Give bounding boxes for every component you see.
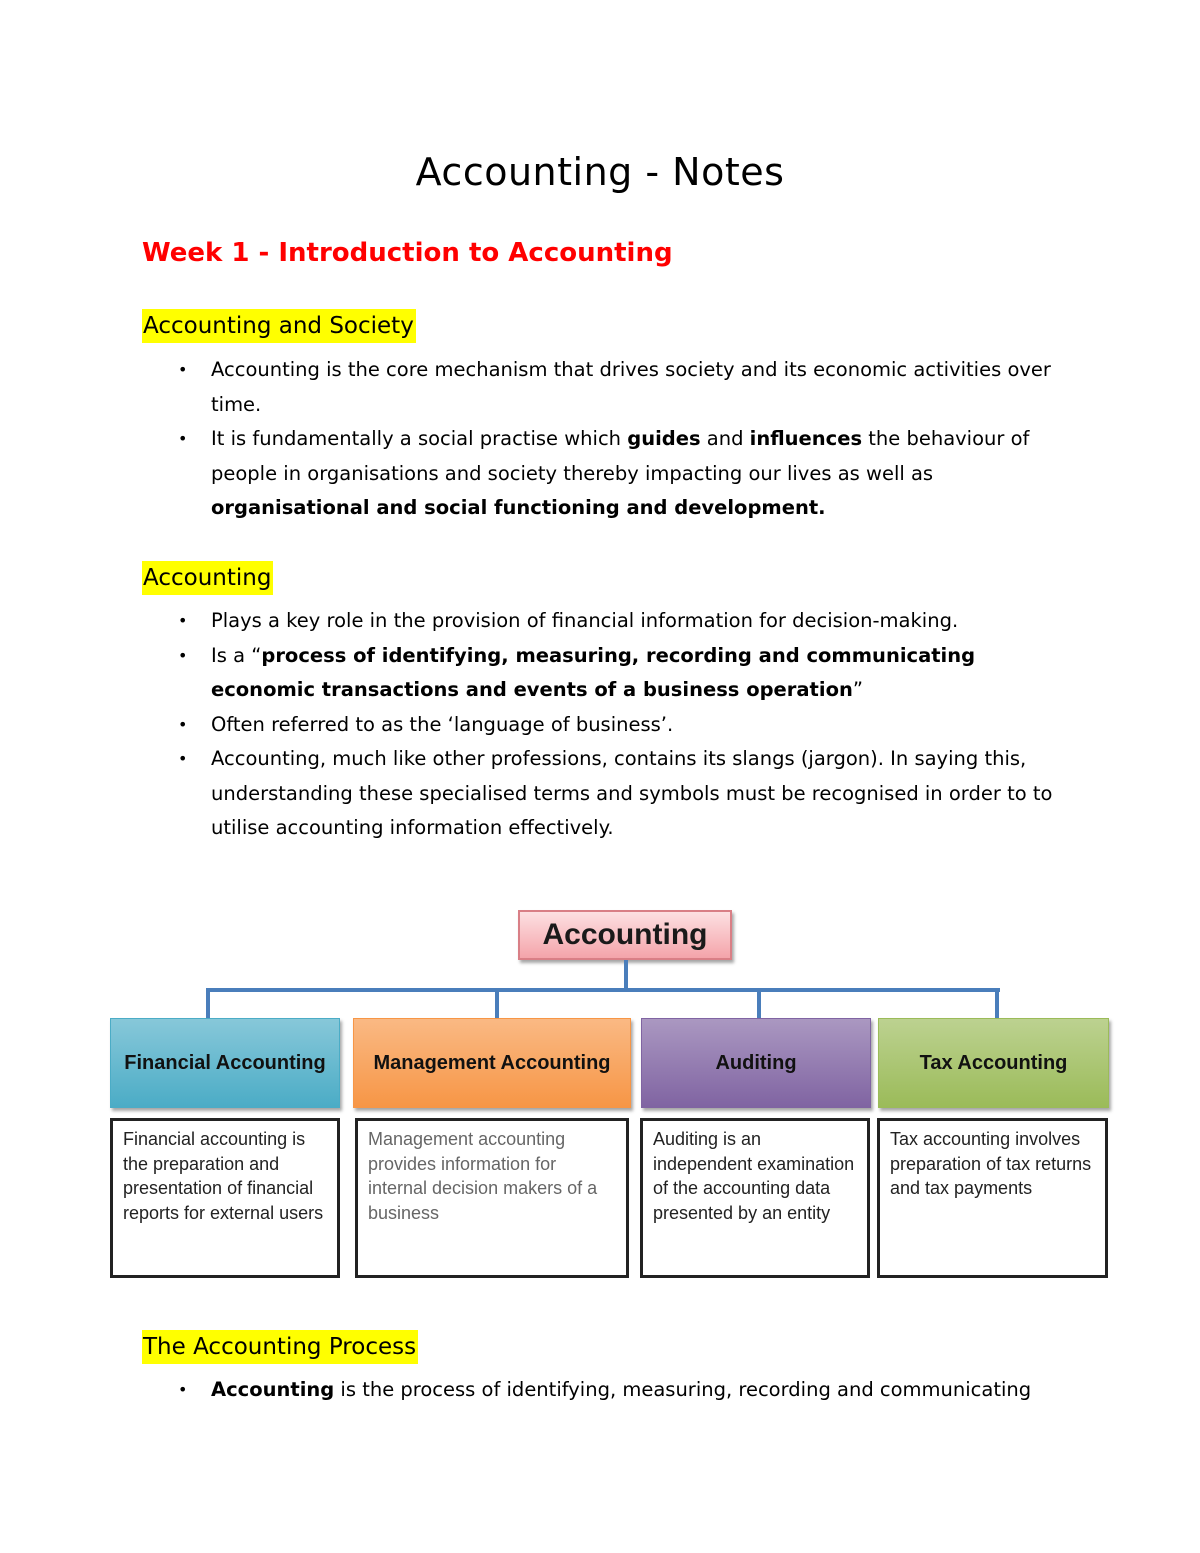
category-box: Management Accounting bbox=[353, 1018, 631, 1108]
connector-drop bbox=[206, 988, 210, 1018]
connector-drop bbox=[757, 988, 761, 1018]
accounting-branches-diagram bbox=[0, 900, 1200, 1290]
list-item bbox=[142, 639, 1072, 708]
list-item bbox=[142, 742, 1072, 846]
process-bullets bbox=[142, 1373, 1072, 1408]
category-box: Tax Accounting bbox=[878, 1018, 1109, 1108]
section-heading-accounting: Accounting bbox=[142, 561, 273, 595]
accounting-bullets bbox=[142, 604, 1072, 846]
list-item bbox=[142, 353, 1072, 422]
section-heading-process: The Accounting Process bbox=[142, 1330, 418, 1364]
bullet-text: Often referred to as the ‘language of business’. bbox=[211, 712, 674, 736]
list-item bbox=[142, 604, 1072, 639]
bold-text: organisational and social functioning and development. bbox=[211, 496, 826, 519]
week-heading: Week 1 - Introduction to Accounting bbox=[142, 238, 673, 268]
category-box: Financial Accounting bbox=[110, 1018, 340, 1108]
bullet-text: is the process of identifying, measuring, recording and communicating bbox=[334, 1378, 1032, 1401]
bullet-text: the behaviour of people in organisations and society thereby impacting our lives as well as bbox=[211, 427, 1030, 485]
category-description: Management accounting provides information for internal decision makers of a business bbox=[355, 1118, 629, 1278]
bullet-text: Is a “ bbox=[211, 643, 262, 667]
category-box: Auditing bbox=[641, 1018, 871, 1108]
section-heading-society: Accounting and Society bbox=[142, 309, 416, 343]
bullet-text: ” bbox=[852, 678, 863, 701]
bold-text: guides bbox=[627, 427, 701, 450]
list-item bbox=[142, 1373, 1072, 1408]
bold-text: Accounting bbox=[211, 1378, 335, 1401]
diagram-root-box: Accounting bbox=[518, 910, 732, 960]
connector-trunk bbox=[624, 960, 628, 990]
list-item bbox=[142, 422, 1072, 526]
bullet-text: Plays a key role in the provision of financial information for decision-making. bbox=[211, 609, 959, 632]
society-bullets bbox=[142, 353, 1072, 526]
category-description: Auditing is an independent examination of the accounting data presented by an entity bbox=[640, 1118, 870, 1278]
bold-text: influences bbox=[749, 427, 863, 450]
bullet-text: Accounting is the core mechanism that drives society and its economic activities over time. bbox=[211, 358, 1051, 416]
category-description: Financial accounting is the preparation and presentation of financial reports for external users bbox=[110, 1118, 340, 1278]
bullet-text: Accounting, much like other professions, contains its slangs (jargon). In saying this, understanding these specialised terms and symbols must be recognised in order to to utilise accounting information effectively. bbox=[211, 747, 1053, 839]
connector-drop bbox=[995, 988, 999, 1018]
bold-text: process of identifying, measuring, recording and communicating economic transactions and events of a business operation bbox=[211, 643, 976, 701]
page-title: Accounting - Notes bbox=[415, 150, 785, 194]
category-description: Tax accounting involves preparation of tax returns and tax payments bbox=[877, 1118, 1108, 1278]
connector-drop bbox=[495, 988, 499, 1018]
list-item bbox=[142, 708, 1072, 743]
connector-bar bbox=[206, 988, 1000, 992]
bullet-text: and bbox=[700, 427, 750, 450]
bullet-text: It is fundamentally a social practise which bbox=[211, 427, 628, 450]
